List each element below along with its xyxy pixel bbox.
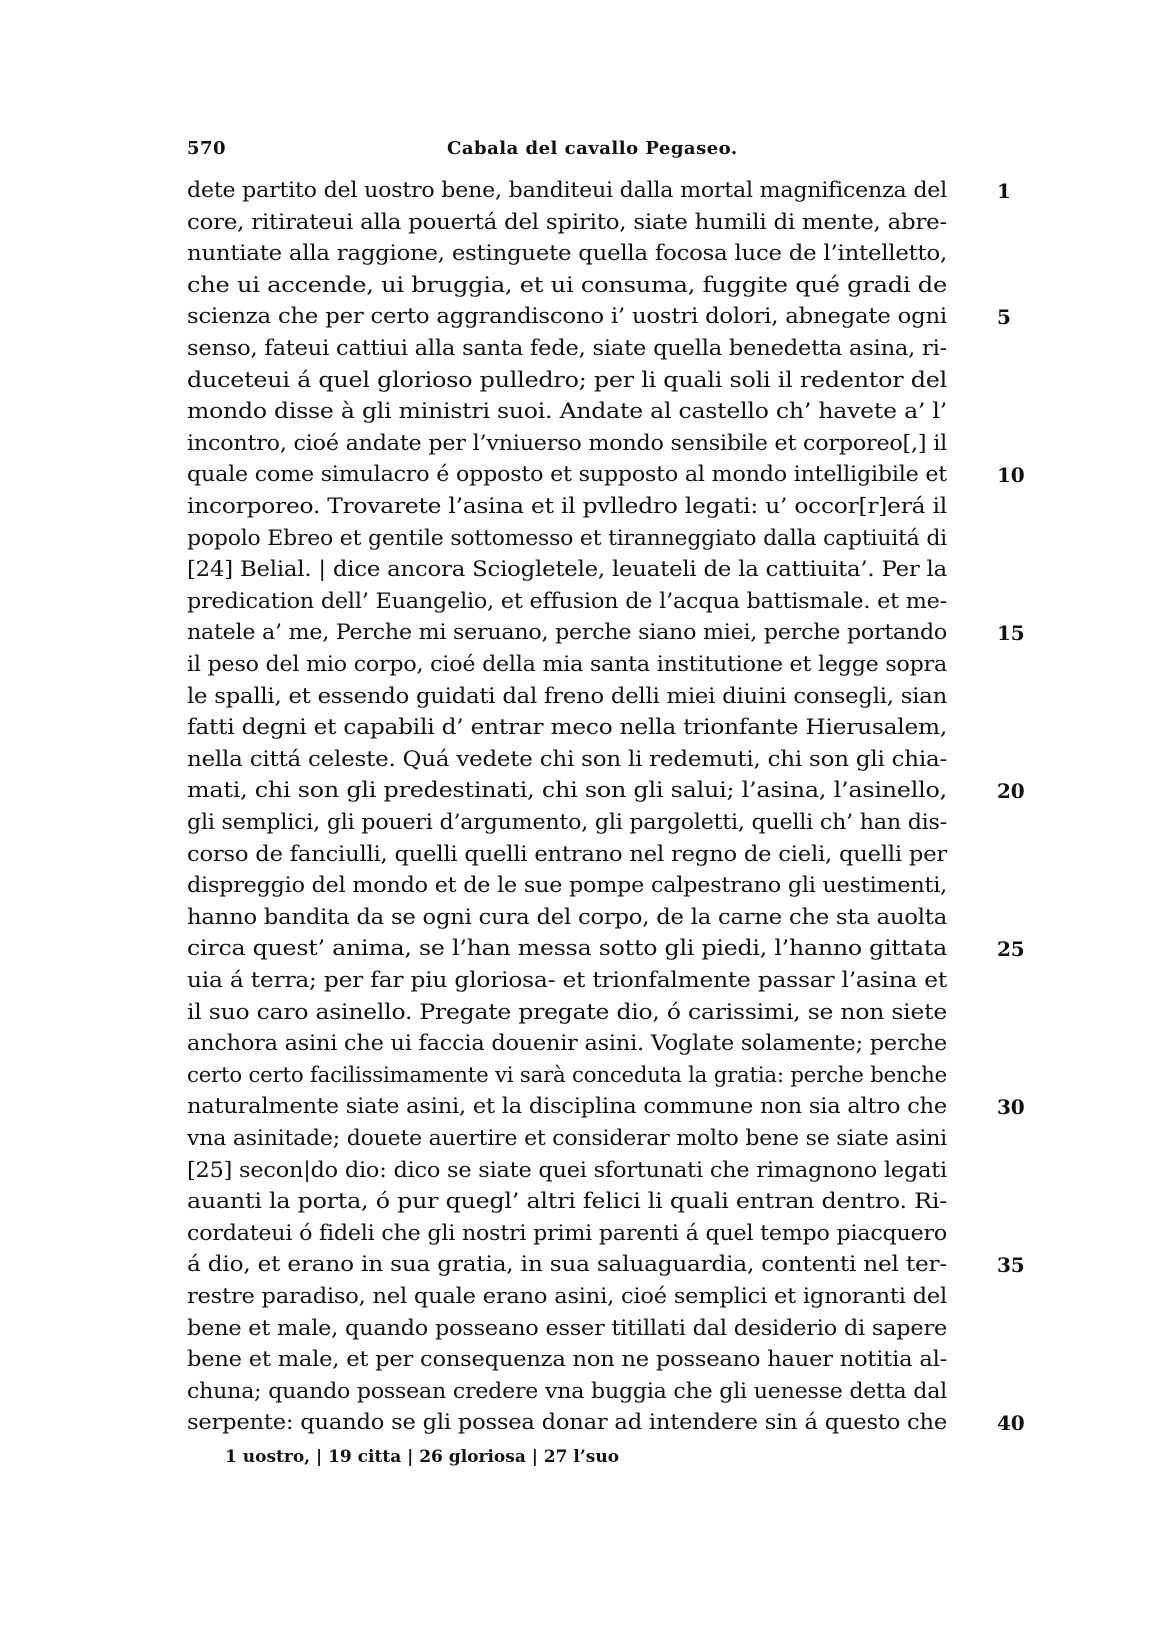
page-header [187, 134, 987, 166]
text-line [187, 775, 1025, 807]
text-line [187, 238, 987, 270]
line-text: á dio, et erano in sua gratia, in sua saluaguardia, contenti nel ter- [187, 1252, 947, 1278]
text-line [187, 712, 987, 744]
text-line [187, 207, 987, 239]
line-text: [25] secon|do dio: dico se siate quei sfortunati che rimagnono legati [187, 1157, 947, 1183]
text-line [187, 1249, 1025, 1281]
line-text: popolo Ebreo et gentile sottomesso et tiranneggiato dalla captiuitá di [187, 525, 947, 551]
line-text: duceteui á quel glorioso pulledro; per li quali soli il redentor del [187, 367, 947, 393]
text-line [187, 459, 1025, 491]
line-text: cordateui ó fideli che gli nostri primi parenti á quel tempo piacquero [187, 1220, 947, 1246]
text-line [187, 365, 987, 397]
text-line [187, 1407, 1025, 1439]
text-line [187, 902, 987, 934]
line-text: uia á terra; per far piu gloriosa- et trionfalmente passar l’asina et [187, 968, 947, 993]
line-text: core, ritirateui alla pouertá del spirito, siate humili di mente, abre- [187, 209, 947, 235]
text-line [187, 1344, 987, 1376]
text-line [187, 839, 987, 871]
text-line [187, 301, 1011, 333]
line-text: bene et male, quando posseano esser titillati dal desiderio di sapere [187, 1315, 947, 1341]
line-number: 1 [997, 179, 1011, 203]
text-line [187, 1313, 987, 1345]
line-text: chuna; quando possean credere vna buggia che gli uenesse detta dal [187, 1378, 947, 1404]
text-line [187, 270, 987, 302]
line-number: 25 [997, 937, 1025, 962]
text-line [187, 396, 987, 428]
text-line [187, 807, 987, 839]
line-number: 10 [997, 463, 1025, 488]
line-number: 15 [997, 621, 1025, 646]
text-line [187, 649, 987, 681]
line-text: bene et male, et per consequenza non ne posseano hauer notitia al- [187, 1347, 947, 1373]
footnote: 1 uostro, | 19 citta | 26 gloriosa | 27 l’suo [225, 1447, 620, 1467]
line-text: predication dell’ Euangelio, et effusion de l’acqua battismale. et me- [187, 588, 947, 614]
line-text: restre paradiso, nel quale erano asini, cioé semplici et ignoranti del [187, 1284, 947, 1309]
text-line [187, 1123, 987, 1155]
running-title: Cabala del cavallo Pegaseo. [447, 138, 738, 159]
text-line [187, 333, 987, 365]
text-line [187, 428, 987, 460]
line-number: 30 [997, 1095, 1025, 1120]
line-text: quale come simulacro é opposto et supposto al mondo intelligibile et [187, 462, 947, 488]
line-number: 35 [997, 1253, 1025, 1278]
line-text: scienza che per certo aggrandiscono i’ uostri dolori, abnegate ogni [187, 304, 947, 330]
line-text: dete partito del uostro bene, banditeui dalla mortal magnificenza del [187, 178, 947, 203]
text-line [187, 681, 987, 713]
line-text: senso, fateui cattiui alla santa fede, siate quella benedetta asina, ri- [187, 336, 947, 361]
text-line [187, 933, 1025, 965]
text-line [187, 1186, 987, 1218]
text-line [187, 1091, 1025, 1123]
line-number: 40 [997, 1411, 1025, 1436]
line-text: incontro, cioé andate per l’vniuerso mondo sensibile et corporeo[,] il [187, 430, 947, 456]
line-text: che ui accende, ui bruggia, et ui consuma, fuggite qué gradi de [187, 272, 947, 298]
text-line [187, 1218, 987, 1250]
line-text: il peso del mio corpo, cioé della mia santa institutione et legge sopra [187, 652, 947, 677]
line-text: incorporeo. Trovarete l’asina et il pvlledro legati: u’ occor[r]erá il [187, 494, 948, 519]
text-line [187, 523, 987, 555]
line-number: 20 [997, 779, 1025, 804]
line-number: 5 [997, 305, 1011, 330]
line-text: naturalmente siate asini, et la disciplina commune non sia altro che [187, 1094, 947, 1120]
line-text: corso de fanciulli, quelli quelli entrano nel regno de cieli, quelli per [187, 841, 947, 867]
line-text: il suo caro asinello. Pregate pregate dio, ó carissimi, se non siete [187, 999, 947, 1025]
line-text: certo certo facilissimamente vi sarà conceduta la gratia: perche benche [187, 1062, 947, 1088]
line-text: nuntiate alla raggione, estinguete quella focosa luce de l’intelletto, [187, 241, 947, 267]
text-line [187, 491, 987, 523]
line-text: serpente: quando se gli possea donar ad intendere sin á questo che [187, 1410, 947, 1436]
line-text: dispreggio del mondo et de le sue pompe calpestrano gli uestimenti, [187, 873, 947, 899]
line-text: natele a’ me, Perche mi seruano, perche siano miei, perche portando [187, 620, 948, 646]
line-text: hanno bandita da se ogni cura del corpo, de la carne che sta auolta [187, 904, 947, 930]
text-line [187, 1155, 987, 1187]
text-line [187, 617, 1025, 649]
text-line [187, 1028, 987, 1060]
text-line [187, 554, 987, 586]
text-line [187, 1281, 987, 1313]
line-text: mondo disse à gli ministri suoi. Andate al castello ch’ havete a’ l’ [187, 399, 947, 425]
line-text: fatti degni et capabili d’ entrar meco nella trionfante Hierusalem, [187, 715, 947, 741]
line-text: vna asinitade; douete auertire et considerar molto bene se siate asini [187, 1126, 947, 1151]
text-line [187, 744, 987, 776]
line-text: anchora asini che ui faccia douenir asini. Voglate solamente; perche [187, 1031, 947, 1057]
line-text: auanti la porta, ó pur quegl’ altri felici li quali entran dentro. Ri- [187, 1189, 948, 1215]
text-line [187, 870, 987, 902]
line-text: mati, chi son gli predestinati, chi son gli salui; l’asina, l’asinello, [187, 778, 947, 804]
line-text: circa quest’ anima, se l’han messa sotto gli piedi, l’hanno gittata [187, 936, 947, 962]
line-text: gli semplici, gli poueri d’argumento, gli pargoletti, quelli ch’ han dis- [187, 810, 947, 835]
page-number: 570 [187, 138, 227, 159]
line-text: le spalli, et essendo guidati dal freno delli miei diuini consegli, sian [187, 683, 947, 709]
text-line [187, 586, 987, 618]
text-line [187, 175, 1011, 207]
text-line [187, 965, 987, 997]
text-line [187, 1376, 987, 1408]
text-line [187, 1060, 987, 1092]
line-text: [24] Belial. | dice ancora Sciogletele, leuateli de la cattiuita’. Per la [187, 557, 947, 583]
line-text: nella cittá celeste. Quá vedete chi son li redemuti, chi son gli chia- [187, 746, 947, 772]
text-line [187, 997, 987, 1029]
